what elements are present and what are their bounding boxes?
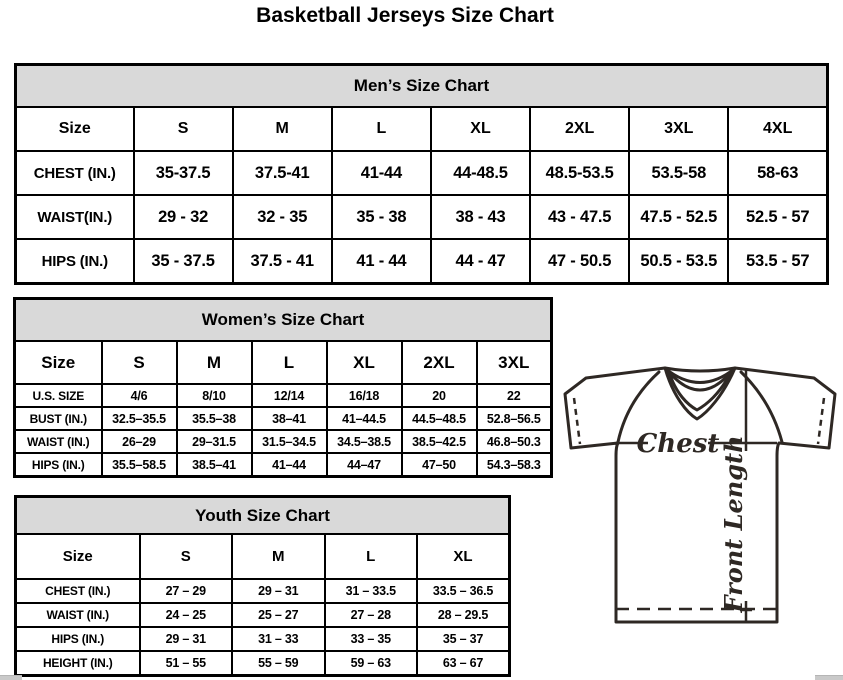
- size-range-cell: 35 - 38: [332, 195, 431, 239]
- size-range-cell: 26–29: [102, 430, 177, 453]
- horizontal-scrollbar-thumb-left[interactable]: [0, 675, 22, 680]
- size-range-cell: 44-48.5: [431, 151, 530, 195]
- size-range-cell: 52.5 - 57: [728, 195, 827, 239]
- size-range-cell: 35 – 37: [417, 627, 510, 651]
- size-range-cell: 20: [402, 384, 477, 407]
- size-range-cell: 59 – 63: [325, 651, 418, 676]
- youth-row-hips-in: [16, 627, 510, 651]
- front-length-label: Front Length: [719, 435, 748, 613]
- size-range-cell: 35 - 37.5: [134, 239, 233, 284]
- men-column-header-2xl: 2XL: [530, 107, 629, 151]
- men-column-header-size: Size: [16, 107, 134, 151]
- womens-size-table: [13, 297, 553, 478]
- youth-row-chest-in: [16, 579, 510, 603]
- men-column-header-4xl: 4XL: [728, 107, 827, 151]
- size-range-cell: 52.8–56.5: [477, 407, 552, 430]
- size-range-cell: 27 – 29: [140, 579, 233, 603]
- row-label: WAIST (IN.): [15, 430, 102, 453]
- men-row-hips-in: [16, 239, 828, 284]
- size-range-cell: 37.5-41: [233, 151, 332, 195]
- women-column-header-3xl: 3XL: [477, 341, 552, 384]
- women-column-header-2xl: 2XL: [402, 341, 477, 384]
- men-row-waist-in: [16, 195, 828, 239]
- women-row-waist-in: [15, 430, 552, 453]
- youth-row-height-in: [16, 651, 510, 676]
- row-label: WAIST(IN.): [16, 195, 134, 239]
- men-column-header-s: S: [134, 107, 233, 151]
- size-range-cell: 34.5–38.5: [327, 430, 402, 453]
- size-range-cell: 48.5-53.5: [530, 151, 629, 195]
- row-label: CHEST (IN.): [16, 579, 140, 603]
- size-range-cell: 12/14: [252, 384, 327, 407]
- jersey-outline: [565, 368, 835, 622]
- size-range-cell: 35-37.5: [134, 151, 233, 195]
- youth-size-table: [14, 495, 511, 677]
- row-label: HIPS (IN.): [16, 239, 134, 284]
- women-column-header-xl: XL: [327, 341, 402, 384]
- size-range-cell: 51 – 55: [140, 651, 233, 676]
- size-range-cell: 29 - 32: [134, 195, 233, 239]
- size-range-cell: 31 – 33: [232, 627, 325, 651]
- left-cuff-dashes: [574, 398, 580, 444]
- size-range-cell: 41–44.5: [327, 407, 402, 430]
- size-range-cell: 44.5–48.5: [402, 407, 477, 430]
- size-range-cell: 54.3–58.3: [477, 453, 552, 477]
- size-range-cell: 16/18: [327, 384, 402, 407]
- row-label: HEIGHT (IN.): [16, 651, 140, 676]
- women-row-hips-in: [15, 453, 552, 477]
- youth-column-header-size: Size: [16, 534, 140, 579]
- women-column-header-l: L: [252, 341, 327, 384]
- men-row-chest-in: [16, 151, 828, 195]
- size-range-cell: 28 – 29.5: [417, 603, 510, 627]
- horizontal-scrollbar-thumb-right[interactable]: [815, 675, 843, 680]
- size-range-cell: 35.5–58.5: [102, 453, 177, 477]
- size-range-cell: 33 – 35: [325, 627, 418, 651]
- size-range-cell: 44 - 47: [431, 239, 530, 284]
- size-range-cell: 44–47: [327, 453, 402, 477]
- men-column-header-xl: XL: [431, 107, 530, 151]
- youth-column-header-xl: XL: [417, 534, 510, 579]
- size-range-cell: 31.5–34.5: [252, 430, 327, 453]
- size-range-cell: 38 - 43: [431, 195, 530, 239]
- jersey-measurement-diagram: [555, 356, 843, 636]
- size-range-cell: 29 – 31: [140, 627, 233, 651]
- size-range-cell: 50.5 - 53.5: [629, 239, 728, 284]
- men-chart-title: Men’s Size Chart: [16, 65, 828, 108]
- size-range-cell: 55 – 59: [232, 651, 325, 676]
- row-label: HIPS (IN.): [16, 627, 140, 651]
- size-range-cell: 32.5–35.5: [102, 407, 177, 430]
- women-column-header-s: S: [102, 341, 177, 384]
- row-label: HIPS (IN.): [15, 453, 102, 477]
- size-range-cell: 63 – 67: [417, 651, 510, 676]
- size-range-cell: 31 – 33.5: [325, 579, 418, 603]
- size-range-cell: 38–41: [252, 407, 327, 430]
- size-range-cell: 32 - 35: [233, 195, 332, 239]
- page-title: Basketball Jerseys Size Chart: [256, 4, 554, 27]
- size-range-cell: 47.5 - 52.5: [629, 195, 728, 239]
- size-range-cell: 47–50: [402, 453, 477, 477]
- size-range-cell: 58-63: [728, 151, 827, 195]
- youth-chart-title: Youth Size Chart: [16, 497, 510, 535]
- size-range-cell: 29 – 31: [232, 579, 325, 603]
- size-range-cell: 47 - 50.5: [530, 239, 629, 284]
- size-range-cell: 29–31.5: [177, 430, 252, 453]
- mens-size-table: [14, 63, 829, 285]
- size-range-cell: 4/6: [102, 384, 177, 407]
- size-range-cell: 38.5–41: [177, 453, 252, 477]
- women-column-header-size: Size: [15, 341, 102, 384]
- size-range-cell: 35.5–38: [177, 407, 252, 430]
- row-label: U.S. SIZE: [15, 384, 102, 407]
- size-range-cell: 53.5 - 57: [728, 239, 827, 284]
- size-range-cell: 27 – 28: [325, 603, 418, 627]
- right-cuff-dashes: [818, 398, 824, 444]
- youth-column-header-m: M: [232, 534, 325, 579]
- size-range-cell: 38.5–42.5: [402, 430, 477, 453]
- row-label: BUST (IN.): [15, 407, 102, 430]
- youth-row-waist-in: [16, 603, 510, 627]
- size-range-cell: 24 – 25: [140, 603, 233, 627]
- size-range-cell: 37.5 - 41: [233, 239, 332, 284]
- row-label: WAIST (IN.): [16, 603, 140, 627]
- size-range-cell: 41-44: [332, 151, 431, 195]
- size-range-cell: 8/10: [177, 384, 252, 407]
- size-range-cell: 46.8–50.3: [477, 430, 552, 453]
- men-column-header-l: L: [332, 107, 431, 151]
- size-range-cell: 25 – 27: [232, 603, 325, 627]
- women-row-bust-in: [15, 407, 552, 430]
- youth-column-header-s: S: [140, 534, 233, 579]
- size-range-cell: 53.5-58: [629, 151, 728, 195]
- size-range-cell: 41–44: [252, 453, 327, 477]
- size-range-cell: 33.5 – 36.5: [417, 579, 510, 603]
- men-column-header-m: M: [233, 107, 332, 151]
- men-column-header-3xl: 3XL: [629, 107, 728, 151]
- youth-column-header-l: L: [325, 534, 418, 579]
- chest-label: Chest: [636, 429, 720, 459]
- size-range-cell: 22: [477, 384, 552, 407]
- row-label: CHEST (IN.): [16, 151, 134, 195]
- size-range-cell: 43 - 47.5: [530, 195, 629, 239]
- women-chart-title: Women’s Size Chart: [15, 299, 552, 342]
- women-row-u-s-size: [15, 384, 552, 407]
- women-column-header-m: M: [177, 341, 252, 384]
- size-range-cell: 41 - 44: [332, 239, 431, 284]
